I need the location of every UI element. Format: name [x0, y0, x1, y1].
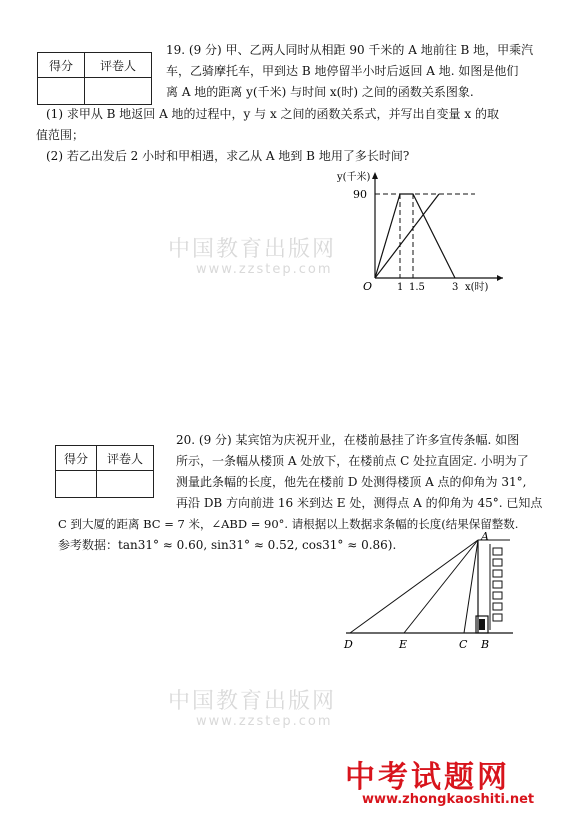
y-axis-label: y(千米) [337, 172, 371, 183]
watermark-url-2: www.zzstep.com [196, 714, 333, 729]
q19-line-1: 19. (9 分) 甲、乙两人同时从相距 90 千米的 A 地前往 B 地，甲乘汽 [166, 43, 534, 57]
point-label-C: C [459, 638, 468, 651]
y-axis-arrow [372, 172, 378, 179]
score-cell [56, 471, 97, 498]
q20-line-5: C 到大厦的距离 BC = 7 米，∠ABD = 90°. 请根据以上数据求条幅的长度(结果保留整数. [58, 517, 519, 531]
score-table-q20 [55, 445, 154, 498]
origin-label: O [363, 280, 373, 293]
point-label-B: B [481, 638, 490, 651]
q20-line-3: 测量此条幅的长度，他先在楼前 D 处测得楼顶 A 点的仰角为 31°, [176, 475, 527, 489]
car-path-line [375, 194, 455, 278]
x-axis-arrow [497, 275, 503, 281]
building-door-inner [479, 619, 485, 630]
q20-line-1: 20. (9 分) 某宾馆为庆祝开业，在楼前悬挂了许多宣传条幅. 如图 [176, 433, 520, 447]
watermark-url-1: www.zzstep.com [196, 262, 333, 277]
distance-time-graph [325, 168, 505, 298]
q20-line-6: 参考数据：tan31° ≈ 0.60, sin31° ≈ 0.52, cos31° ≈ 0.86). [58, 538, 397, 552]
score-header: 得分 [38, 53, 85, 78]
q19-line-3: 离 A 地的距离 y(千米) 与时间 x(时) 之间的函数关系图象. [166, 85, 474, 99]
q20-line-2: 所示，一条幅从楼顶 A 处放下，在楼前点 C 处拉直固定. 小明为了 [176, 454, 529, 468]
q20-line-4: 再沿 DB 方向前进 16 米到达 E 处，测得点 A 的仰角为 45°. 已知点 [176, 496, 543, 510]
x-tick-1: 1 [397, 282, 404, 293]
brand-url: www.zhongkaoshiti.net [362, 792, 535, 807]
line-DA [350, 540, 478, 633]
grader-cell [97, 471, 154, 498]
banner-geometry-figure [338, 530, 528, 655]
x-tick-1-5: 1.5 [409, 282, 425, 293]
watermark-text-1: 中国教育出版网 [168, 237, 337, 262]
motorcycle-path-line [375, 194, 439, 278]
q19-line-5: 值范围； [36, 128, 85, 142]
watermark-text-2: 中国教育出版网 [168, 689, 337, 714]
q19-line-2: 车，乙骑摩托车，甲到达 B 地停留半小时后返回 A 地. 如图是他们 [166, 64, 519, 78]
brand-title: 中考试题网 [345, 760, 510, 795]
x-axis-label: x(时) [465, 282, 489, 293]
point-label-A: A [481, 530, 489, 543]
grader-header: 评卷人 [97, 446, 154, 471]
grader-cell [85, 78, 152, 105]
q19-line-6: (2) 若乙出发后 2 小时和甲相遇，求乙从 A 地到 B 地用了多长时间? [46, 149, 410, 163]
score-header: 得分 [56, 446, 97, 471]
point-label-D: D [344, 638, 353, 651]
score-table-q19 [37, 52, 152, 105]
grader-header: 评卷人 [85, 53, 152, 78]
score-cell [38, 78, 85, 105]
y-tick-90: 90 [353, 188, 367, 201]
x-tick-3: 3 [452, 282, 459, 293]
q19-line-4: (1) 求甲从 B 地返回 A 地的过程中，y 与 x 之间的函数关系式，并写出自变量 x 的取 [46, 107, 499, 121]
point-label-E: E [399, 638, 408, 651]
line-EA [404, 540, 478, 633]
building-windows [493, 548, 502, 621]
